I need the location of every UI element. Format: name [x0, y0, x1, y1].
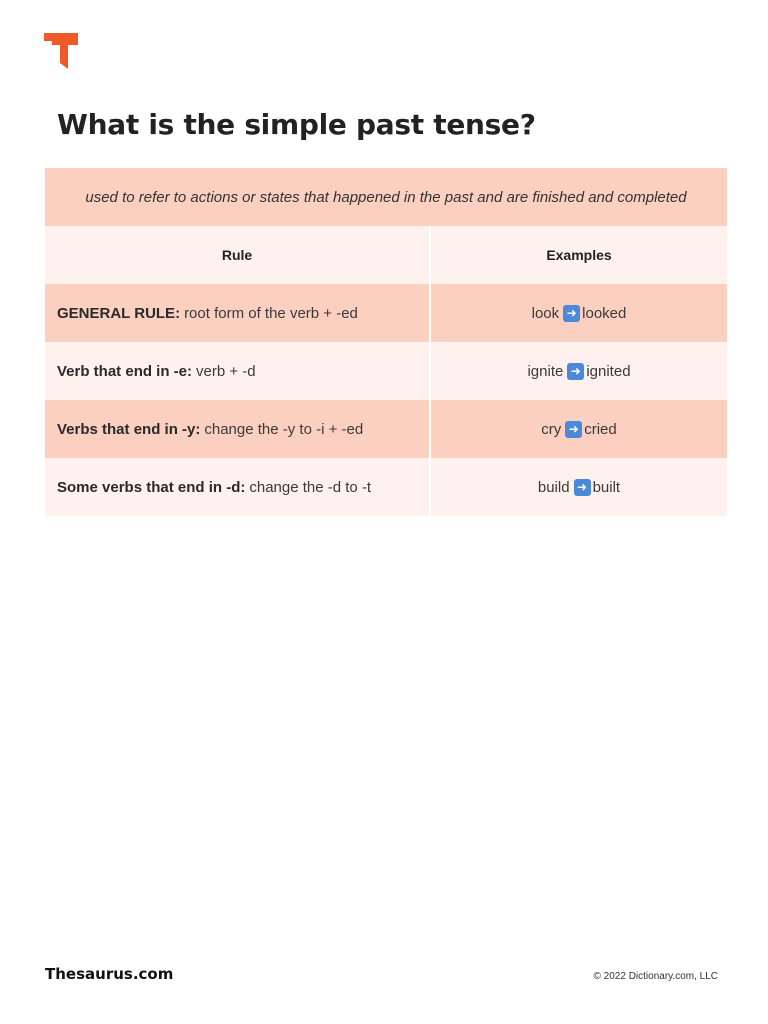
rule-cell	[45, 342, 431, 400]
example-base: cry	[541, 420, 562, 438]
rule-label: Some verbs that end in -d:	[57, 478, 246, 496]
table-row	[45, 458, 727, 516]
example-cell	[431, 284, 727, 342]
rule-text: verb + -d	[196, 362, 256, 380]
rule-cell	[45, 458, 431, 516]
example-cell	[431, 400, 727, 458]
example-base: build	[537, 478, 570, 496]
rule-text: root form of the verb + -ed	[184, 304, 358, 322]
example-cell	[431, 458, 727, 516]
rule-label: GENERAL RULE:	[57, 304, 181, 322]
table-row	[45, 284, 727, 342]
right-arrow-icon: ➜	[574, 479, 591, 496]
header-rule: Rule	[45, 226, 431, 284]
past-tense-table	[45, 168, 727, 516]
rule-text: change the -d to -t	[249, 478, 372, 496]
example-past: built	[592, 478, 621, 496]
page-title: What is the simple past tense?	[57, 108, 536, 141]
footer-copyright: © 2022 Dictionary.com, LLC	[593, 971, 718, 982]
rule-cell	[45, 284, 431, 342]
right-arrow-icon: ➜	[565, 421, 582, 438]
thesaurus-logo-icon	[44, 33, 78, 69]
example-base: look	[531, 304, 560, 322]
header-examples: Examples	[546, 247, 612, 263]
rule-label: Verbs that end in -y:	[57, 420, 201, 438]
table-row	[45, 342, 727, 400]
example-cell	[431, 342, 727, 400]
rule-label: Verb that end in -e:	[57, 362, 193, 380]
example-past: cried	[584, 420, 617, 438]
rule-cell	[45, 400, 431, 458]
definition-banner: used to refer to actions or states that happened in the past and are finished and completed	[45, 168, 727, 226]
right-arrow-icon: ➜	[563, 305, 580, 322]
example-past: looked	[582, 304, 627, 322]
example-past: ignited	[586, 362, 631, 380]
table-header-row	[45, 226, 727, 284]
table-row	[45, 400, 727, 458]
rule-text: change the -y to -i + -ed	[204, 420, 364, 438]
right-arrow-icon: ➜	[567, 363, 584, 380]
example-base: ignite	[527, 362, 564, 380]
footer-brand: Thesaurus.com	[45, 965, 174, 983]
